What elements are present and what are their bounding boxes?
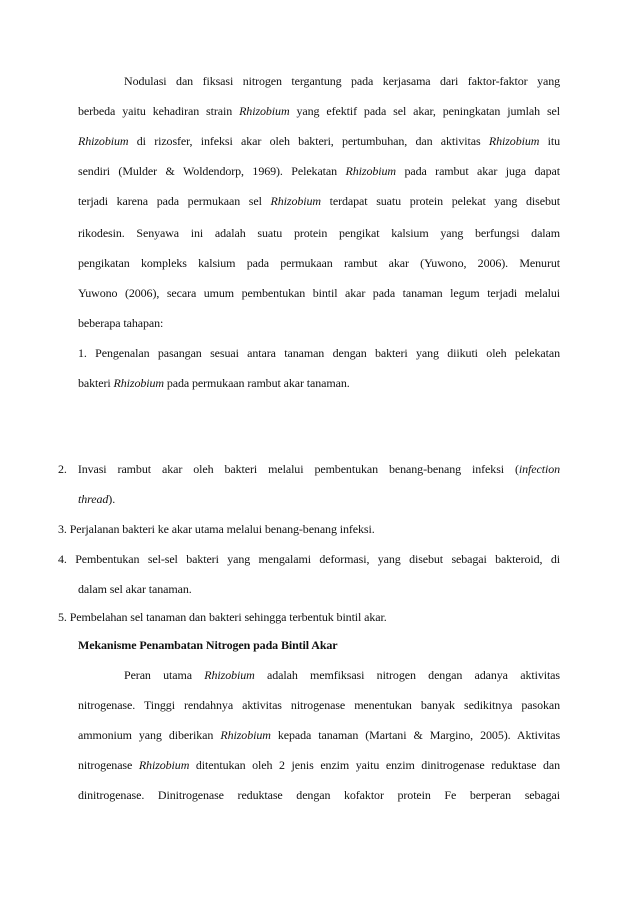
paragraph-line: dinitrogenase. Dinitrogenase reduktase dengan kofaktor protein Fe berperan sebagai — [78, 788, 560, 802]
paragraph-line: Peran utama Rhizobium adalah memfiksasi nitrogen dengan adanya aktivitas — [124, 668, 560, 682]
list-item: dalam sel akar tanaman. — [78, 582, 192, 596]
paragraph-line: rikodesin. Senyawa ini adalah suatu protein pengikat kalsium yang berfungsi dalam — [78, 226, 560, 240]
list-item: 3. Perjalanan bakteri ke akar utama melalui benang-benang infeksi. — [58, 522, 375, 536]
paragraph-line: Rhizobium di rizosfer, infeksi akar oleh bakteri, pertumbuhan, dan aktivitas Rhizobium itu — [78, 134, 560, 148]
list-item: bakteri Rhizobium pada permukaan rambut akar tanaman. — [78, 376, 350, 390]
paragraph-line: berbeda yaitu kehadiran strain Rhizobium yang efektif pada sel akar, peningkatan jumlah sel — [78, 104, 560, 118]
list-item: 5. Pembelahan sel tanaman dan bakteri sehingga terbentuk bintil akar. — [58, 610, 387, 624]
list-item: 2. Invasi rambut akar oleh bakteri melalui pembentukan benang-benang infeksi (infection — [58, 462, 560, 476]
list-item: thread). — [78, 492, 116, 506]
section-heading: Mekanisme Penambatan Nitrogen pada Bintil Akar — [78, 638, 338, 652]
list-item: 4. Pembentukan sel-sel bakteri yang mengalami deformasi, yang disebut sebagai bakteroid, di — [58, 552, 560, 566]
list-item: 1. Pengenalan pasangan sesuai antara tanaman dengan bakteri yang diikuti oleh pelekatan — [78, 346, 560, 360]
paragraph-line: ammonium yang diberikan Rhizobium kepada tanaman (Martani & Margino, 2005). Aktivitas — [78, 728, 561, 742]
paragraph-line: beberapa tahapan: — [78, 316, 164, 330]
paragraph-line: pengikatan kompleks kalsium pada permukaan rambut akar (Yuwono, 2006). Menurut — [78, 256, 560, 270]
paragraph-line: Nodulasi dan fiksasi nitrogen tergantung pada kerjasama dari faktor-faktor yang — [124, 74, 560, 88]
paragraph-line: nitrogenase Rhizobium ditentukan oleh 2 jenis enzim yaitu enzim dinitrogenase reduktase dan — [78, 758, 560, 772]
paragraph-line: sendiri (Mulder & Woldendorp, 1969). Pelekatan Rhizobium pada rambut akar juga dapat — [78, 164, 560, 178]
paragraph-line: terjadi karena pada permukaan sel Rhizobium terdapat suatu protein pelekat yang disebut — [78, 194, 560, 208]
paragraph-line: nitrogenase. Tinggi rendahnya aktivitas nitrogenase menentukan banyak sedikitnya pasokan — [78, 698, 560, 712]
paragraph-line: Yuwono (2006), secara umum pembentukan bintil akar pada tanaman legum terjadi melalui — [78, 286, 560, 300]
